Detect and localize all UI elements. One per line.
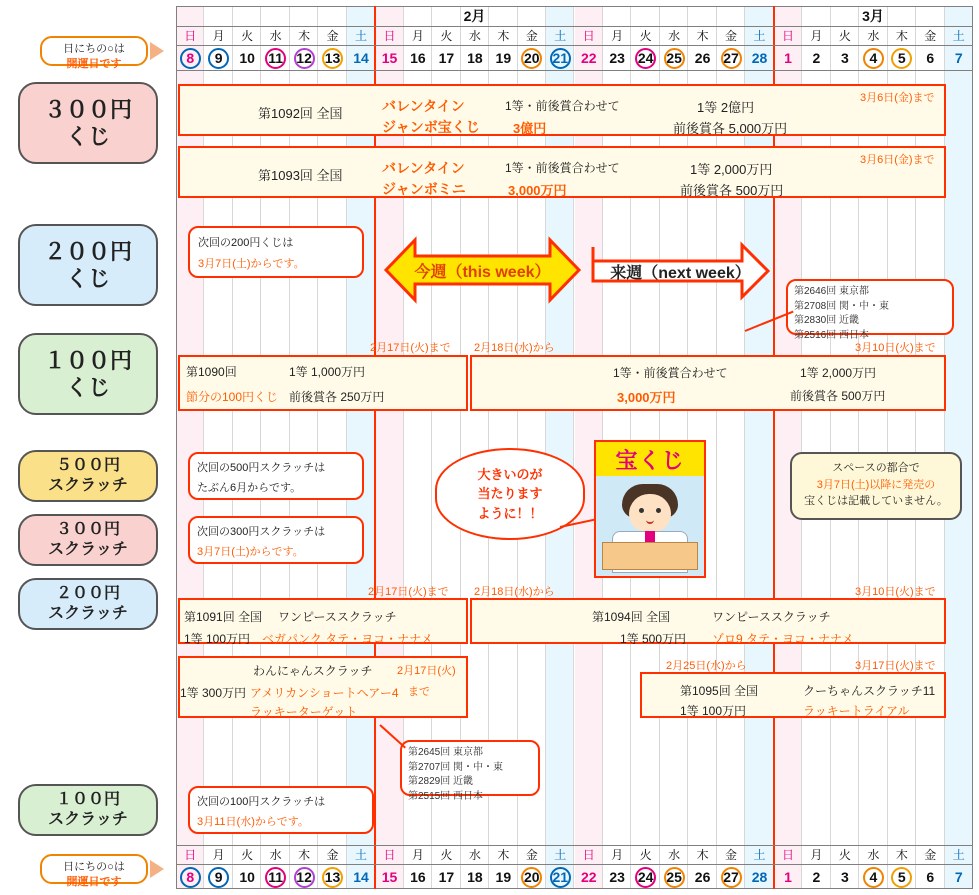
lucky-day-ring-icon xyxy=(891,48,912,69)
date-cell[interactable]: 3 xyxy=(841,50,849,66)
lottery-1093-prize1: 1等 2,000万円 xyxy=(690,162,773,177)
row-label-200yen-kuji xyxy=(18,224,158,306)
weekday-cell: 金 xyxy=(326,29,339,43)
date-cell[interactable]: 10 xyxy=(239,869,255,885)
next-week-label: 来週（next week） xyxy=(610,264,751,282)
scratch-1094-prize: 1等 500万円 xyxy=(620,632,687,646)
date-cell[interactable]: 24 xyxy=(637,50,654,66)
lottery-1092-combo-label: 1等・前後賞合わせて xyxy=(505,99,620,113)
legend-top-arrow-icon xyxy=(150,42,164,60)
wish-line2: 当たります xyxy=(477,486,543,502)
date-cell[interactable]: 19 xyxy=(495,50,512,66)
lucky-day-ring-icon xyxy=(208,867,229,888)
lottery-1093-name-line1: バレンタイン xyxy=(382,160,465,176)
weekday-cell: 木 xyxy=(497,29,510,43)
takarakuji-poster xyxy=(594,440,706,578)
lottery-1090-prize2: 前後賞各 250万円 xyxy=(289,390,385,404)
lucky-day-ring-icon xyxy=(721,48,742,69)
weekday-cell: 日 xyxy=(781,29,794,43)
lottery-100yen-next-combo-label: 1等・前後賞合わせて xyxy=(613,366,728,380)
row-label-100yen-kuji xyxy=(18,333,158,415)
date-cell[interactable]: 6 xyxy=(926,869,935,885)
weekday-cell: 土 xyxy=(952,848,965,862)
date-cell[interactable]: 7 xyxy=(954,50,963,66)
weekday-cell: 水 xyxy=(867,848,880,862)
poster-header xyxy=(596,442,704,476)
lucky-day-ring-icon xyxy=(635,48,656,69)
weekday-cell: 月 xyxy=(212,848,225,862)
lucky-day-ring-icon xyxy=(322,48,343,69)
lottery-100yen-next-start: 2月18日(水)から xyxy=(474,342,555,354)
weekday-cell: 金 xyxy=(725,848,738,862)
this-week-arrow xyxy=(383,234,582,306)
date-cell[interactable]: 18 xyxy=(467,869,483,885)
next-100yen-scratch-line1: 次回の100円スクラッチは xyxy=(197,796,326,808)
row-label-200yen-scratch xyxy=(18,578,158,630)
next-100yen-scratch-line2: 3月11日(水)からです。 xyxy=(197,816,309,828)
weekday-cell: 木 xyxy=(298,29,311,43)
month-label-mar: 3月 xyxy=(862,8,884,24)
rule-under-weekdays xyxy=(176,45,973,46)
lucky-day-ring-icon xyxy=(891,867,912,888)
date-cell[interactable]: 15 xyxy=(381,50,398,66)
weekday-cell: 水 xyxy=(668,848,681,862)
date-cell[interactable]: 8 xyxy=(186,869,195,885)
scratch-1094-box xyxy=(470,598,946,644)
wish-line1: 大きいのが xyxy=(477,466,543,482)
date-cell[interactable]: 1 xyxy=(784,869,792,885)
lottery-1090-name: 節分の100円くじ xyxy=(186,390,279,404)
weekday-cell: 日 xyxy=(184,29,197,43)
weekday-cell: 月 xyxy=(611,29,624,43)
row-label-300yen-scratch-line1: ３００円 xyxy=(55,521,120,538)
month-separator-mar xyxy=(773,6,775,889)
poster-illustration xyxy=(596,476,704,576)
scratch-100-callout-line2: 第2707回 関・中・東 xyxy=(408,761,504,773)
row-label-200yen-kuji-line1: ２００円 xyxy=(43,238,132,264)
date-cell[interactable]: 16 xyxy=(410,50,426,66)
weekday-cell: 金 xyxy=(725,29,738,43)
poster-title: 宝くじ xyxy=(615,447,685,473)
scratch-wannyan-deadline-line1: 2月17日(火) xyxy=(397,665,456,677)
next-500yen-scratch-line1: 次回の500円スクラッチは xyxy=(197,462,326,474)
clerk-face-icon xyxy=(622,484,678,534)
weekday-cell: 木 xyxy=(895,848,908,862)
weekday-cell: 月 xyxy=(411,29,424,43)
weekday-cell: 日 xyxy=(781,848,794,862)
weekday-cell: 金 xyxy=(525,29,538,43)
weekday-cell: 日 xyxy=(582,848,595,862)
weekday-cell: 木 xyxy=(298,848,311,862)
date-cell[interactable]: 4 xyxy=(869,50,878,66)
lottery-1090-prize1: 1等 1,000万円 xyxy=(289,365,366,379)
weekday-cell: 日 xyxy=(184,848,197,862)
weekday-cell: 火 xyxy=(639,29,652,43)
scratch-wannyan-name: わんにゃんスクラッチ xyxy=(253,664,373,678)
date-cell[interactable]: 18 xyxy=(467,50,483,66)
lottery-1093-prize2: 前後賞各 500万円 xyxy=(680,183,784,198)
row-label-100yen-kuji-line1: １００円 xyxy=(43,347,132,373)
date-cell[interactable]: 9 xyxy=(214,50,223,66)
row-label-300yen-kuji-line1: ３００円 xyxy=(43,96,132,122)
weekday-cell: 木 xyxy=(895,29,908,43)
date-cell[interactable]: 4 xyxy=(869,869,878,885)
lucky-day-ring-icon xyxy=(322,867,343,888)
weekday-cell: 月 xyxy=(810,848,823,862)
date-cell[interactable]: 25 xyxy=(666,869,682,885)
weekday-cell: 土 xyxy=(753,29,766,43)
weekday-cell: 火 xyxy=(440,29,453,43)
lottery-1090-round: 第1090回 xyxy=(186,365,237,379)
next-500yen-scratch-line2: たぶん6月からです。 xyxy=(197,482,302,494)
date-cell[interactable]: 13 xyxy=(324,50,341,66)
lottery-1093-combo-amount: 3,000万円 xyxy=(508,183,567,198)
lucky-day-ring-icon xyxy=(863,48,884,69)
legend-top-line1: 日にちの○は xyxy=(63,43,125,55)
lottery-1092-deadline: 3月6日(金)まで xyxy=(860,92,935,104)
lottery-1092-prize2: 前後賞各 5,000万円 xyxy=(673,121,788,136)
date-cell[interactable]: 21 xyxy=(552,869,569,885)
date-cell[interactable]: 22 xyxy=(580,869,597,885)
lottery-1092-round: 第1092回 全国 xyxy=(258,106,343,121)
date-cell[interactable]: 20 xyxy=(524,50,540,66)
weekday-cell: 金 xyxy=(924,29,937,43)
lucky-day-ring-icon xyxy=(521,867,542,888)
scratch-1095-name: クーちゃんスクラッチ11 xyxy=(803,684,936,698)
weekday-cell: 水 xyxy=(867,29,880,43)
row-label-500yen-scratch-line1: ５００円 xyxy=(55,457,120,474)
date-cell[interactable]: 14 xyxy=(353,50,369,66)
date-cell[interactable]: 11 xyxy=(268,50,284,66)
row-label-100yen-scratch xyxy=(18,784,158,836)
wish-line3: ように！！ xyxy=(477,505,543,521)
legend-top xyxy=(40,36,148,70)
space-note xyxy=(790,452,962,520)
next-week-arrow xyxy=(590,241,771,301)
weekday-cell: 土 xyxy=(554,29,567,43)
scratch-1095-start: 2月25日(水)から xyxy=(666,660,747,672)
date-cell[interactable]: 12 xyxy=(296,50,312,66)
row-label-500yen-scratch-line2: スクラッチ xyxy=(48,477,128,494)
scratch-100-callout-line4: 第2515回 西日本 xyxy=(408,790,484,802)
lottery-counter-icon xyxy=(602,542,698,570)
legend-bottom-line1: 日にちの○は xyxy=(63,861,125,873)
weekday-cell: 金 xyxy=(326,848,339,862)
scratch-1091-round: 第1091回 全国 xyxy=(184,610,263,624)
date-cell[interactable]: 25 xyxy=(666,50,682,66)
row-label-200yen-scratch-line1: ２００円 xyxy=(55,585,120,602)
weekday-cell: 月 xyxy=(212,29,225,43)
lucky-day-ring-icon xyxy=(294,48,315,69)
rule-above-footer-dates xyxy=(176,864,973,865)
date-cell[interactable]: 24 xyxy=(637,869,654,885)
scratch-1095-round: 第1095回 全国 xyxy=(680,684,759,698)
scratch-100-callout-line1: 第2645回 東京都 xyxy=(408,747,484,758)
date-cell[interactable]: 27 xyxy=(723,869,739,885)
lottery-100yen-next-combo-amount: 3,000万円 xyxy=(617,390,676,405)
space-note-line2: 3月7日(土)以降に発売の xyxy=(816,478,936,491)
lottery-1093-round: 第1093回 全国 xyxy=(258,168,343,183)
weekday-cell: 月 xyxy=(810,29,823,43)
weekday-cell: 火 xyxy=(241,848,254,862)
scratch-1095-sub: ラッキートライアル xyxy=(803,704,910,718)
row-label-200yen-scratch-line2: スクラッチ xyxy=(48,605,128,622)
date-cell[interactable]: 20 xyxy=(524,869,540,885)
scratch-1094-round: 第1094回 全国 xyxy=(592,610,671,624)
scratch-1095-deadline: 3月17日(火)まで xyxy=(855,660,936,672)
lottery-1092-prize1: 1等 2億円 xyxy=(697,100,755,115)
weekday-cell: 火 xyxy=(838,29,851,43)
date-cell[interactable]: 5 xyxy=(897,869,906,885)
weekday-cell: 月 xyxy=(611,848,624,862)
date-cell[interactable]: 8 xyxy=(186,50,195,66)
weekday-cell: 月 xyxy=(411,848,424,862)
lottery-1092-name-line1: バレンタイン xyxy=(382,98,465,114)
space-note-line3: 宝くじは記載していません。 xyxy=(804,495,948,507)
kuji-200-callout-line1: 第2646回 東京都 xyxy=(794,286,870,297)
lottery-1090-deadline: 2月17日(火)まで xyxy=(370,342,451,354)
lucky-day-ring-icon xyxy=(664,867,685,888)
weekday-cell: 日 xyxy=(383,29,396,43)
lucky-day-ring-icon xyxy=(265,867,286,888)
weekday-cell: 木 xyxy=(497,848,510,862)
date-cell[interactable]: 23 xyxy=(609,50,625,66)
date-cell[interactable]: 28 xyxy=(751,869,768,885)
next-200yen-note-line1: 次回の200円くじは xyxy=(198,237,294,249)
weekday-cell: 金 xyxy=(924,848,937,862)
row-label-300yen-scratch-line2: スクラッチ xyxy=(48,541,128,558)
lottery-1092-combo-amount: 3億円 xyxy=(513,121,547,136)
lucky-day-ring-icon xyxy=(550,867,571,888)
date-cell[interactable]: 17 xyxy=(438,869,455,885)
kuji-200-callout-line4: 第2516回 西日本 xyxy=(794,329,870,341)
next-300yen-scratch-line1: 次回の300円スクラッチは xyxy=(197,526,326,538)
weekday-cell: 土 xyxy=(554,848,567,862)
weekday-cell: 水 xyxy=(468,29,481,43)
lottery-100yen-next-deadline: 3月10日(火)まで xyxy=(855,342,936,354)
lottery-1093-name-line2: ジャンボミニ xyxy=(382,181,466,197)
this-week-label: 今週（this week） xyxy=(414,263,551,281)
weekday-cell: 火 xyxy=(440,848,453,862)
lottery-1092-name-line2: ジャンボ宝くじ xyxy=(382,119,480,135)
weekday-cell: 土 xyxy=(355,29,368,43)
lucky-day-ring-icon xyxy=(635,867,656,888)
lucky-day-ring-icon xyxy=(863,867,884,888)
lucky-day-ring-icon xyxy=(521,48,542,69)
lucky-day-ring-icon xyxy=(208,48,229,69)
lucky-day-ring-icon xyxy=(550,48,571,69)
weekday-cell: 火 xyxy=(241,29,254,43)
kuji-200-callout-line2: 第2708回 関・中・東 xyxy=(794,300,890,312)
weekday-cell: 日 xyxy=(383,848,396,862)
row-label-300yen-kuji xyxy=(18,82,158,164)
scratch-1095-prize: 1等 100万円 xyxy=(680,704,747,718)
date-cell[interactable]: 3 xyxy=(841,869,849,885)
space-note-line1: スペースの都合で xyxy=(832,462,920,474)
weekday-cell: 木 xyxy=(696,848,709,862)
date-cell[interactable]: 6 xyxy=(926,50,935,66)
month-separator-feb xyxy=(374,6,376,889)
weekday-cell: 日 xyxy=(582,29,595,43)
date-cell[interactable]: 1 xyxy=(784,50,792,66)
scratch-1091-deadline: 2月17日(火)まで xyxy=(368,586,449,598)
scratch-1091-prize: 1等 100万円 xyxy=(184,632,251,646)
date-cell[interactable]: 5 xyxy=(897,50,906,66)
date-cell[interactable]: 23 xyxy=(609,869,625,885)
date-cell[interactable]: 11 xyxy=(268,869,284,885)
legend-top-line2: 開運日です xyxy=(66,57,122,70)
row-label-100yen-scratch-line2: スクラッチ xyxy=(48,811,128,828)
weekday-cell: 金 xyxy=(525,848,538,862)
scratch-1091-name: ワンピーススクラッチ xyxy=(278,610,397,624)
scratch-1094-name: ワンピーススクラッチ xyxy=(712,610,831,624)
date-cell[interactable]: 9 xyxy=(214,869,223,885)
date-cell[interactable]: 14 xyxy=(353,869,369,885)
weekday-cell: 土 xyxy=(753,848,766,862)
lucky-day-ring-icon xyxy=(294,867,315,888)
next-300yen-scratch-line2: 3月7日(土)からです。 xyxy=(197,546,304,558)
scratch-1094-deadline: 3月10日(火)まで xyxy=(855,586,936,598)
date-cell[interactable]: 7 xyxy=(954,869,963,885)
rule-under-dates xyxy=(176,70,973,71)
date-cell[interactable]: 22 xyxy=(580,50,597,66)
weekday-cell: 土 xyxy=(952,29,965,43)
scratch-wannyan-sub-line2: ラッキーターゲット xyxy=(250,705,358,719)
scratch-1091-sub: ベガパンク タテ・ヨコ・ナナメ xyxy=(262,632,433,646)
calendar-outer-frame xyxy=(176,6,973,889)
lottery-1093-combo-label: 1等・前後賞合わせて xyxy=(505,161,620,175)
date-cell[interactable]: 27 xyxy=(723,50,739,66)
lucky-day-ring-icon xyxy=(721,867,742,888)
scratch-wannyan-deadline-line2: まで xyxy=(408,686,430,698)
scratch-wannyan-prize: 1等 300万円 xyxy=(180,686,247,700)
lucky-day-ring-icon xyxy=(664,48,685,69)
kuji-200-callout-line3: 第2830回 近畿 xyxy=(794,315,860,326)
date-cell[interactable]: 15 xyxy=(381,869,398,885)
weekday-cell: 水 xyxy=(269,29,282,43)
row-label-500yen-scratch xyxy=(18,450,158,502)
weekday-cell: 水 xyxy=(269,848,282,862)
scratch-100-callout-line3: 第2829回 近畿 xyxy=(408,776,474,787)
lucky-day-ring-icon xyxy=(265,48,286,69)
date-cell[interactable]: 28 xyxy=(751,50,768,66)
lucky-day-ring-icon xyxy=(180,48,201,69)
date-cell[interactable]: 19 xyxy=(495,869,512,885)
date-cell[interactable]: 10 xyxy=(239,50,255,66)
scratch-1094-sub: ゾロ9 タテ・ヨコ・ナナメ xyxy=(712,632,854,646)
scratch-1094-start: 2月18日(水)から xyxy=(474,586,555,598)
lottery-100yen-next-prize1: 1等 2,000万円 xyxy=(800,366,877,380)
lucky-day-ring-icon xyxy=(180,867,201,888)
date-cell[interactable]: 16 xyxy=(410,869,426,885)
scratch-wannyan-sub-line1: アメリカンショートヘアー4 xyxy=(250,686,399,700)
date-cell[interactable]: 13 xyxy=(324,869,341,885)
next-200yen-note-line2: 3月7日(土)からです。 xyxy=(198,258,305,270)
row-label-300yen-kuji-line2: くじ xyxy=(65,124,110,149)
weekday-cell: 木 xyxy=(696,29,709,43)
weekday-cell: 土 xyxy=(355,848,368,862)
legend-bottom xyxy=(40,854,148,888)
lottery-100yen-next-prize2: 前後賞各 500万円 xyxy=(790,389,886,403)
weekday-cell: 火 xyxy=(639,848,652,862)
date-cell[interactable]: 12 xyxy=(296,869,312,885)
date-cell[interactable]: 26 xyxy=(694,869,711,885)
scratch-100-callout xyxy=(400,740,540,802)
date-cell[interactable]: 26 xyxy=(694,50,711,66)
row-label-100yen-kuji-line2: くじ xyxy=(65,375,110,400)
weekday-cell: 水 xyxy=(468,848,481,862)
legend-bottom-line2: 開運日です xyxy=(66,875,122,888)
row-label-200yen-kuji-line2: くじ xyxy=(65,266,110,291)
weekday-cell: 火 xyxy=(838,848,851,862)
legend-bottom-arrow-icon xyxy=(150,860,164,878)
lottery-1093-deadline: 3月6日(金)まで xyxy=(860,154,935,166)
row-label-300yen-scratch xyxy=(18,514,158,566)
month-label-feb: 2月 xyxy=(463,8,486,24)
date-cell[interactable]: 21 xyxy=(552,50,569,66)
date-cell[interactable]: 17 xyxy=(438,50,455,66)
kuji-200-callout xyxy=(786,279,954,341)
date-cell[interactable]: 2 xyxy=(812,869,821,885)
weekday-cell: 水 xyxy=(668,29,681,43)
row-label-100yen-scratch-line1: １００円 xyxy=(55,791,120,808)
date-cell[interactable]: 2 xyxy=(812,50,821,66)
